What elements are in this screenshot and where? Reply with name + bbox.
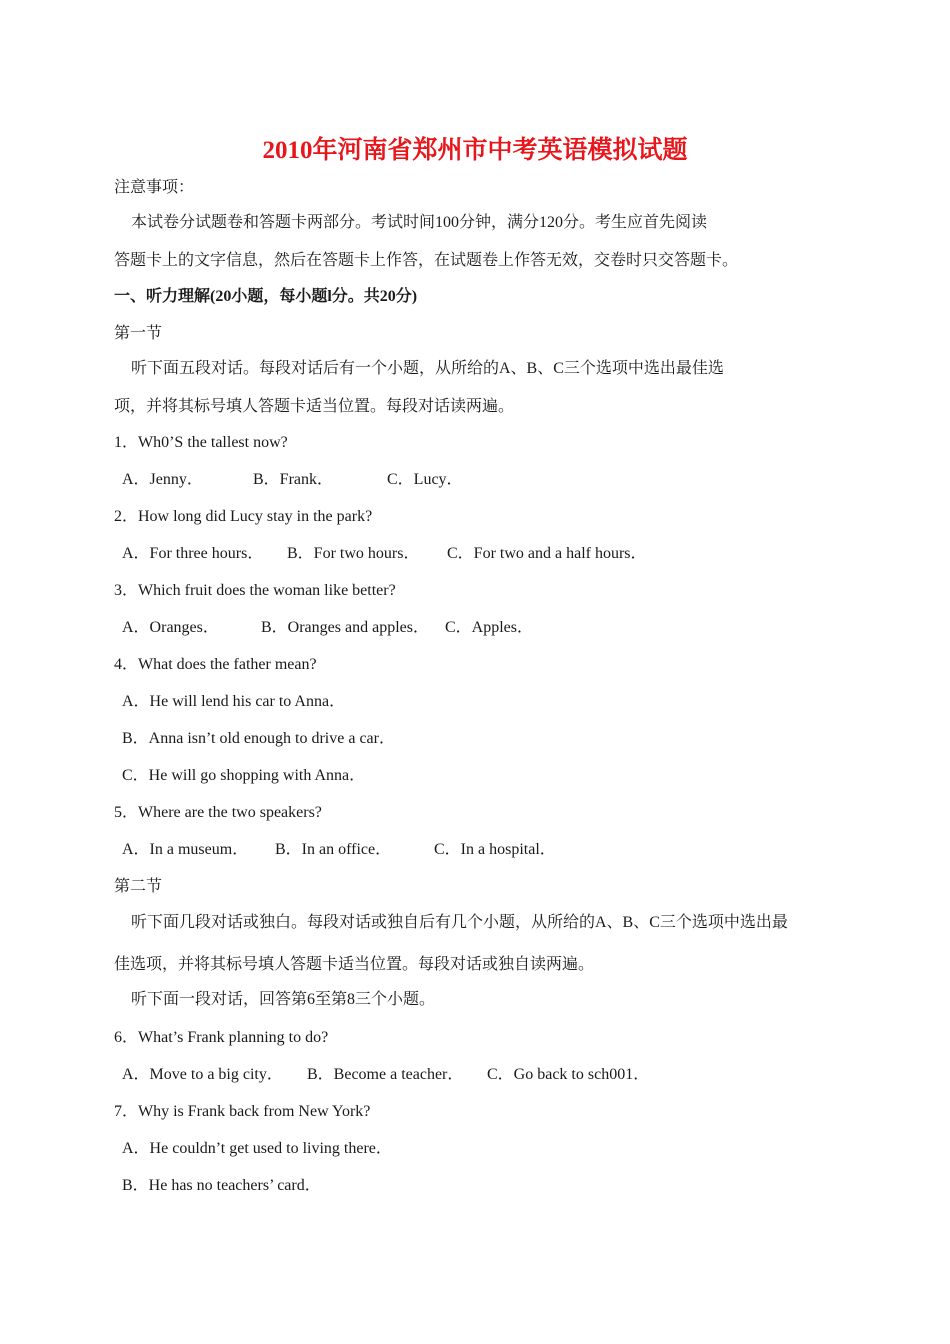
question-stem: 1．Wh0’S the tallest now? bbox=[114, 434, 288, 451]
option-c: C．Lucy． bbox=[387, 471, 463, 488]
notice-text-line-2: 答题卡上的文字信息，然后在答题卡上作答，在试题卷上作答无效，交卷时只交答题卡。 bbox=[114, 252, 739, 269]
option-b: B．Anna isn’t old enough to drive a car． bbox=[122, 730, 395, 747]
option-c: C．In a hospital． bbox=[434, 841, 556, 858]
question-stem: 3．Which fruit does the woman like better? bbox=[114, 582, 396, 599]
option-a: A．He couldn’t get used to living there． bbox=[122, 1140, 392, 1157]
option-b: B．Oranges and apples． bbox=[261, 619, 429, 636]
question-stem: 5．Where are the two speakers? bbox=[114, 804, 322, 821]
option-c: C．He will go shopping with Anna． bbox=[122, 767, 366, 784]
option-b: B．Frank． bbox=[253, 471, 334, 488]
notice-heading: 注意事项： bbox=[114, 179, 195, 196]
option-c: C．Apples． bbox=[445, 619, 534, 636]
option-b: B．Become a teacher． bbox=[307, 1066, 464, 1083]
notice-text-line-1: 本试卷分试题卷和答题卡两部分。考试时间100分钟，满分120分。考生应首先阅读 bbox=[131, 214, 708, 231]
dialogue-instruction: 听下面一段对话，回答第6至第8三个小题。 bbox=[131, 991, 436, 1008]
option-c: C．For two and a half hours． bbox=[447, 545, 647, 562]
section-instruction-line-1: 听下面五段对话。每段对话后有一个小题，从所给的A、B、C三个选项中选出最佳选 bbox=[131, 360, 724, 377]
section-instruction-line-1: 听下面几段对话或独白。每段对话或独自后有几个小题，从所给的A、B、C三个选项中选出最 bbox=[131, 914, 788, 931]
option-a: A．He will lend his car to Anna． bbox=[122, 693, 346, 710]
question-stem: 7．Why is Frank back from New York? bbox=[114, 1103, 371, 1120]
option-b: B．He has no teachers’ card． bbox=[122, 1177, 321, 1194]
section-heading: 第一节 bbox=[114, 325, 163, 342]
option-a: A．Move to a big city． bbox=[122, 1066, 283, 1083]
question-stem: 2．How long did Lucy stay in the park? bbox=[114, 508, 373, 525]
option-a: A．Jenny． bbox=[122, 471, 203, 488]
option-a: A．Oranges． bbox=[122, 619, 219, 636]
section-heading: 第二节 bbox=[114, 878, 163, 895]
option-b: B．In an office． bbox=[275, 841, 392, 858]
page-title: 2010年河南省郑州市中考英语模拟试题 bbox=[262, 137, 688, 164]
section-instruction-line-2: 佳选项，并将其标号填人答题卡适当位置。每段对话或独自读两遍。 bbox=[114, 956, 595, 973]
section-instruction-line-2: 项，并将其标号填人答题卡适当位置。每段对话读两遍。 bbox=[114, 398, 515, 415]
option-a: A．In a museum． bbox=[122, 841, 249, 858]
question-stem: 6．What’s Frank planning to do? bbox=[114, 1029, 329, 1046]
question-stem: 4．What does the father mean? bbox=[114, 656, 317, 673]
option-b: B．For two hours． bbox=[287, 545, 420, 562]
part-heading: 一、听力理解(20小题，每小题l分。共20分) bbox=[114, 288, 418, 305]
option-c: C．Go back to sch001． bbox=[487, 1066, 650, 1083]
option-a: A．For three hours． bbox=[122, 545, 264, 562]
